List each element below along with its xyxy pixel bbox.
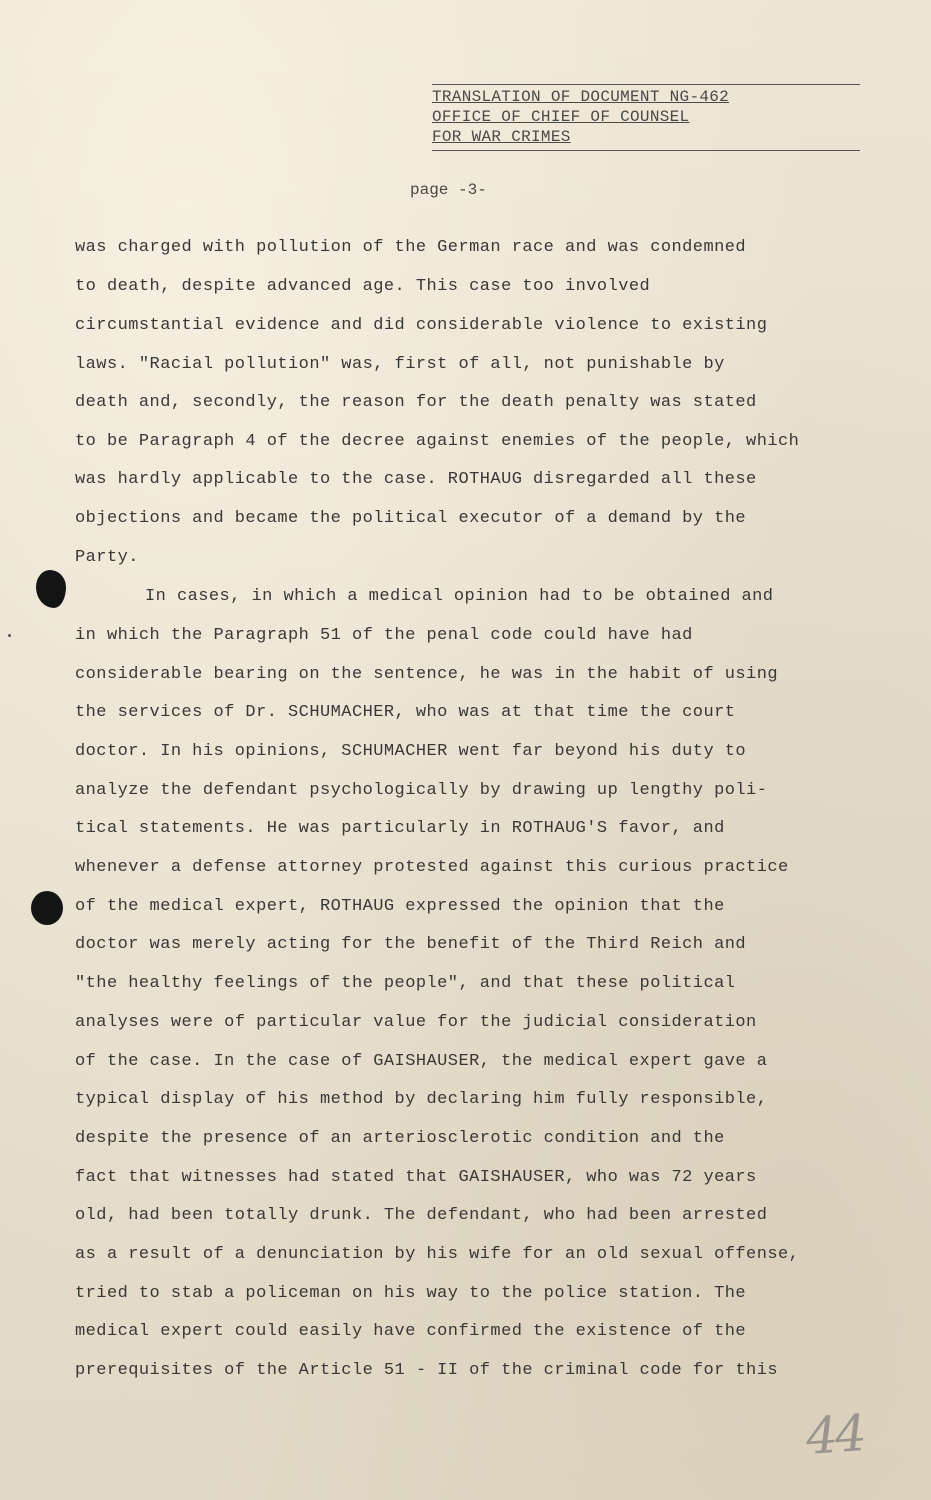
body-line: medical expert could easily have confirmed the existence of the: [75, 1322, 747, 1341]
body-line: of the medical expert, ROTHAUG expressed the opinion that the: [75, 897, 725, 916]
body-line: tried to stab a policeman on his way to the police station. The: [75, 1284, 747, 1303]
body-line: to be Paragraph 4 of the decree against enemies of the people, which: [75, 432, 800, 451]
paper-speck: [8, 634, 11, 637]
body-line: analyze the defendant psychologically by drawing up lengthy poli-: [75, 781, 768, 800]
body-line: laws. "Racial pollution" was, first of all, not punishable by: [75, 355, 725, 374]
body-line: in which the Paragraph 51 of the penal code could have had: [75, 626, 693, 645]
header-line-office: OFFICE OF CHIEF OF COUNSEL: [432, 108, 690, 126]
body-line: doctor. In his opinions, SCHUMACHER went far beyond his duty to: [75, 742, 747, 761]
paragraph-start-line: In cases, in which a medical opinion had to be obtained and: [145, 587, 774, 606]
body-line: "the healthy feelings of the people", and that these political: [75, 974, 736, 993]
body-line: was charged with pollution of the German race and was condemned: [75, 238, 747, 257]
body-line: of the case. In the case of GAISHAUSER, the medical expert gave a: [75, 1052, 768, 1071]
body-line: fact that witnesses had stated that GAISHAUSER, who was 72 years: [75, 1168, 757, 1187]
body-line: death and, secondly, the reason for the death penalty was stated: [75, 393, 757, 412]
body-line: as a result of a denunciation by his wife for an old sexual offense,: [75, 1245, 800, 1264]
body-line: doctor was merely acting for the benefit of the Third Reich and: [75, 935, 747, 954]
header-line-translation: TRANSLATION OF DOCUMENT NG-462: [432, 88, 730, 106]
body-line: analyses were of particular value for the judicial consideration: [75, 1013, 757, 1032]
body-line: despite the presence of an arteriosclerotic condition and the: [75, 1129, 725, 1148]
body-line: tical statements. He was particularly in ROTHAUG'S favor, and: [75, 819, 725, 838]
body-line: the services of Dr. SCHUMACHER, who was at that time the court: [75, 703, 736, 722]
body-line: to death, despite advanced age. This case too involved: [75, 277, 651, 296]
body-line: whenever a defense attorney protested against this curious practice: [75, 858, 789, 877]
body-line: old, had been totally drunk. The defendant, who had been arrested: [75, 1206, 768, 1225]
body-line: objections and became the political executor of a demand by the: [75, 509, 747, 528]
punch-hole-bottom: [31, 891, 63, 925]
body-line: circumstantial evidence and did considerable violence to existing: [75, 316, 768, 335]
handwritten-folio-number: 44: [804, 1404, 866, 1466]
page-number: page -3-: [410, 181, 487, 199]
body-line: typical display of his method by declaring him fully responsible,: [75, 1090, 768, 1109]
body-line: was hardly applicable to the case. ROTHAUG disregarded all these: [75, 470, 757, 489]
body-line: prerequisites of the Article 51 - II of the criminal code for this: [75, 1361, 779, 1380]
header-line-war-crimes: FOR WAR CRIMES: [432, 128, 571, 146]
body-line: considerable bearing on the sentence, he was in the habit of using: [75, 665, 779, 684]
body-line: Party.: [75, 548, 139, 567]
